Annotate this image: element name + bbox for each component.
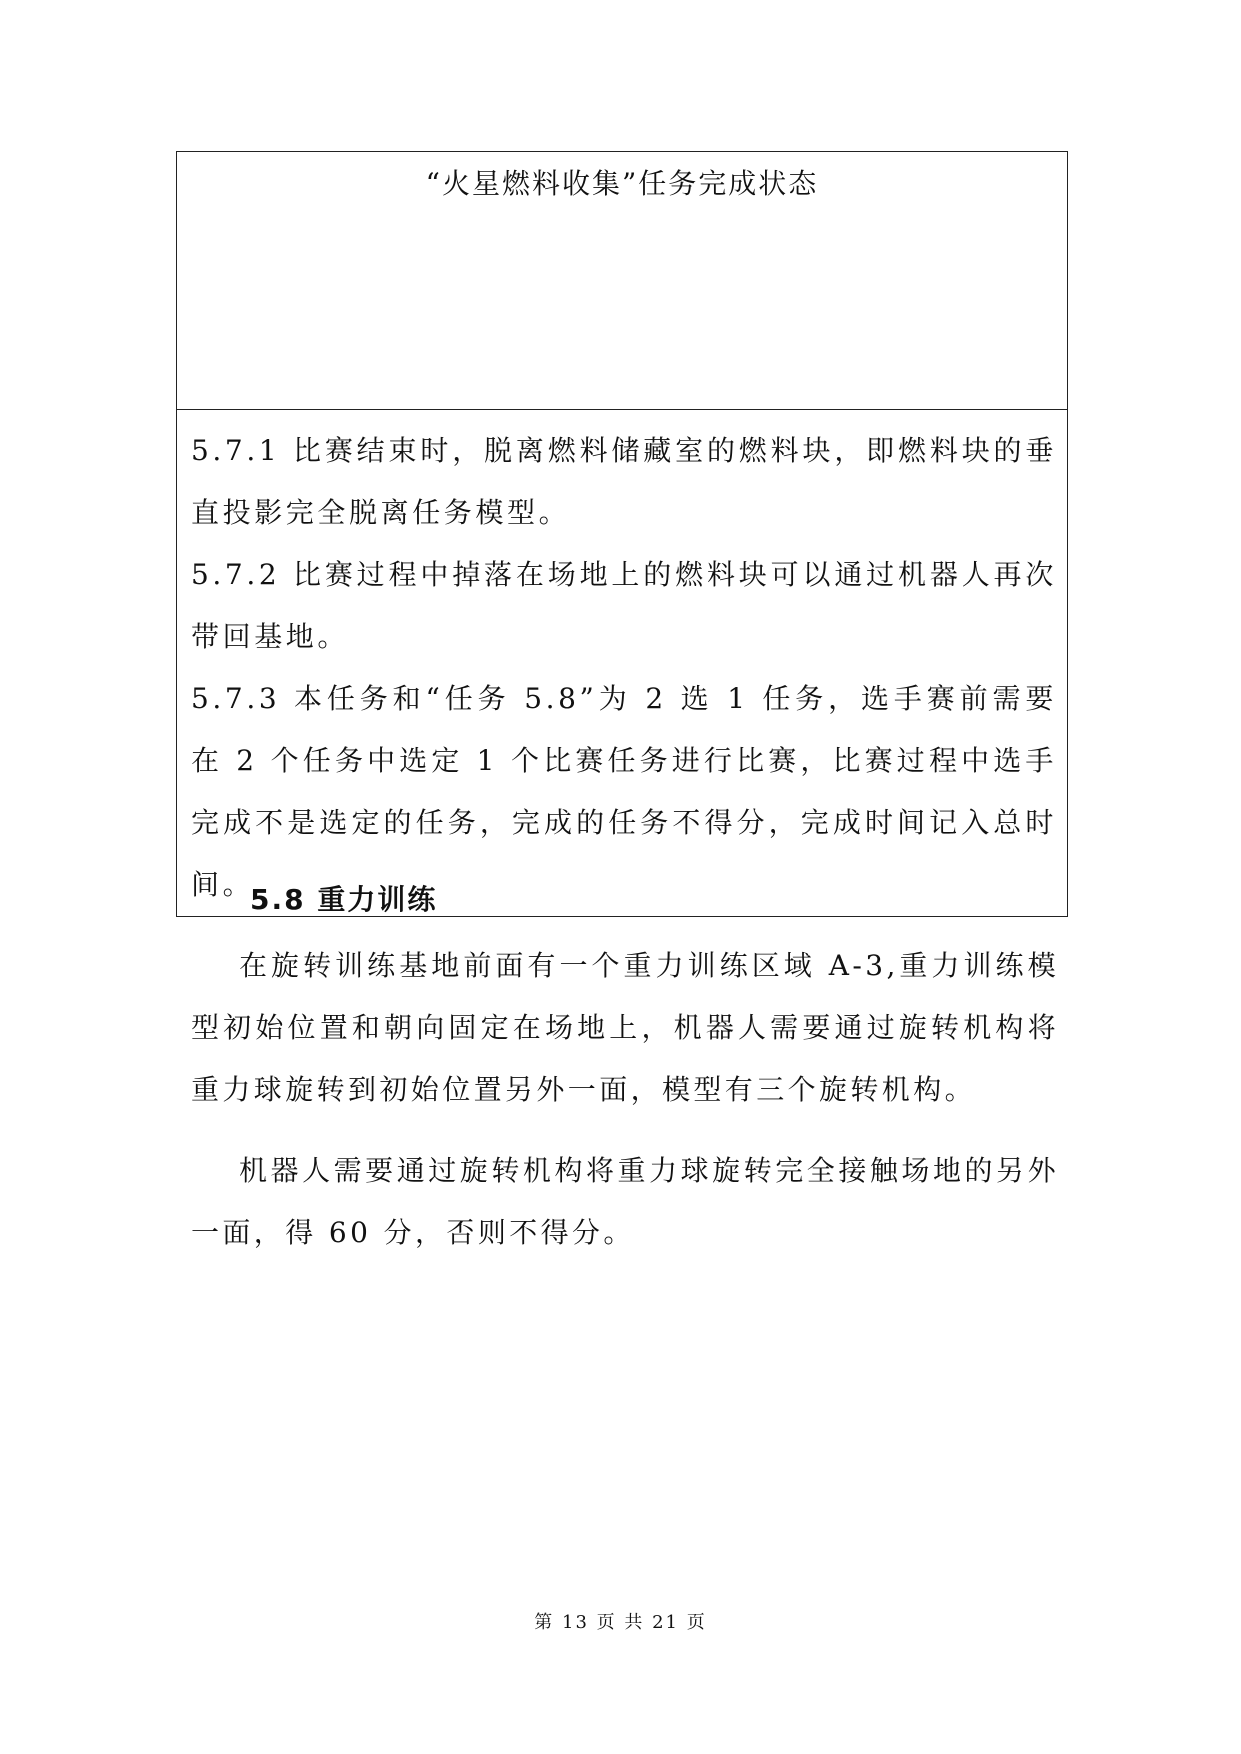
rules-cell xyxy=(177,410,1068,917)
section-heading: 5.8 重力训练 xyxy=(250,883,438,916)
task-rules-table xyxy=(176,151,1068,917)
rule-5-7-1: 5.7.1 比赛结束时，脱离燃料储藏室的燃料块，即燃料块的垂直投影完全脱离任务模型。 xyxy=(191,434,1057,529)
section-paragraph: 在旋转训练基地前面有一个重力训练区域 A-3,重力训练模型初始位置和朝向固定在场地上，机器人需要通过旋转机构将重力球旋转到初始位置另外一面，模型有三个旋转机构。 xyxy=(191,949,1059,1106)
table-row xyxy=(177,410,1068,917)
task-status-caption: “火星燃料收集”任务完成状态 xyxy=(425,167,819,200)
section-paragraph: 机器人需要通过旋转机构将重力球旋转完全接触场地的另外一面，得 60 分，否则不得分。 xyxy=(191,1154,1059,1249)
table-row xyxy=(177,152,1068,410)
rule-5-7-2: 5.7.2 比赛过程中掉落在场地上的燃料块可以通过机器人再次带回基地。 xyxy=(191,558,1057,653)
task-status-cell xyxy=(177,152,1068,410)
rules-list xyxy=(177,410,1067,916)
rule-5-7-3: 5.7.3 本任务和“任务 5.8”为 2 选 1 任务，选手赛前需要在 2 个任务中选定 1 个比赛任务进行比赛，比赛过程中选手完成不是选定的任务，完成的任务不得分，完成时间记入总时间。 xyxy=(191,682,1057,901)
page-number-footer: 第 13 页 共 21 页 xyxy=(534,1612,707,1633)
